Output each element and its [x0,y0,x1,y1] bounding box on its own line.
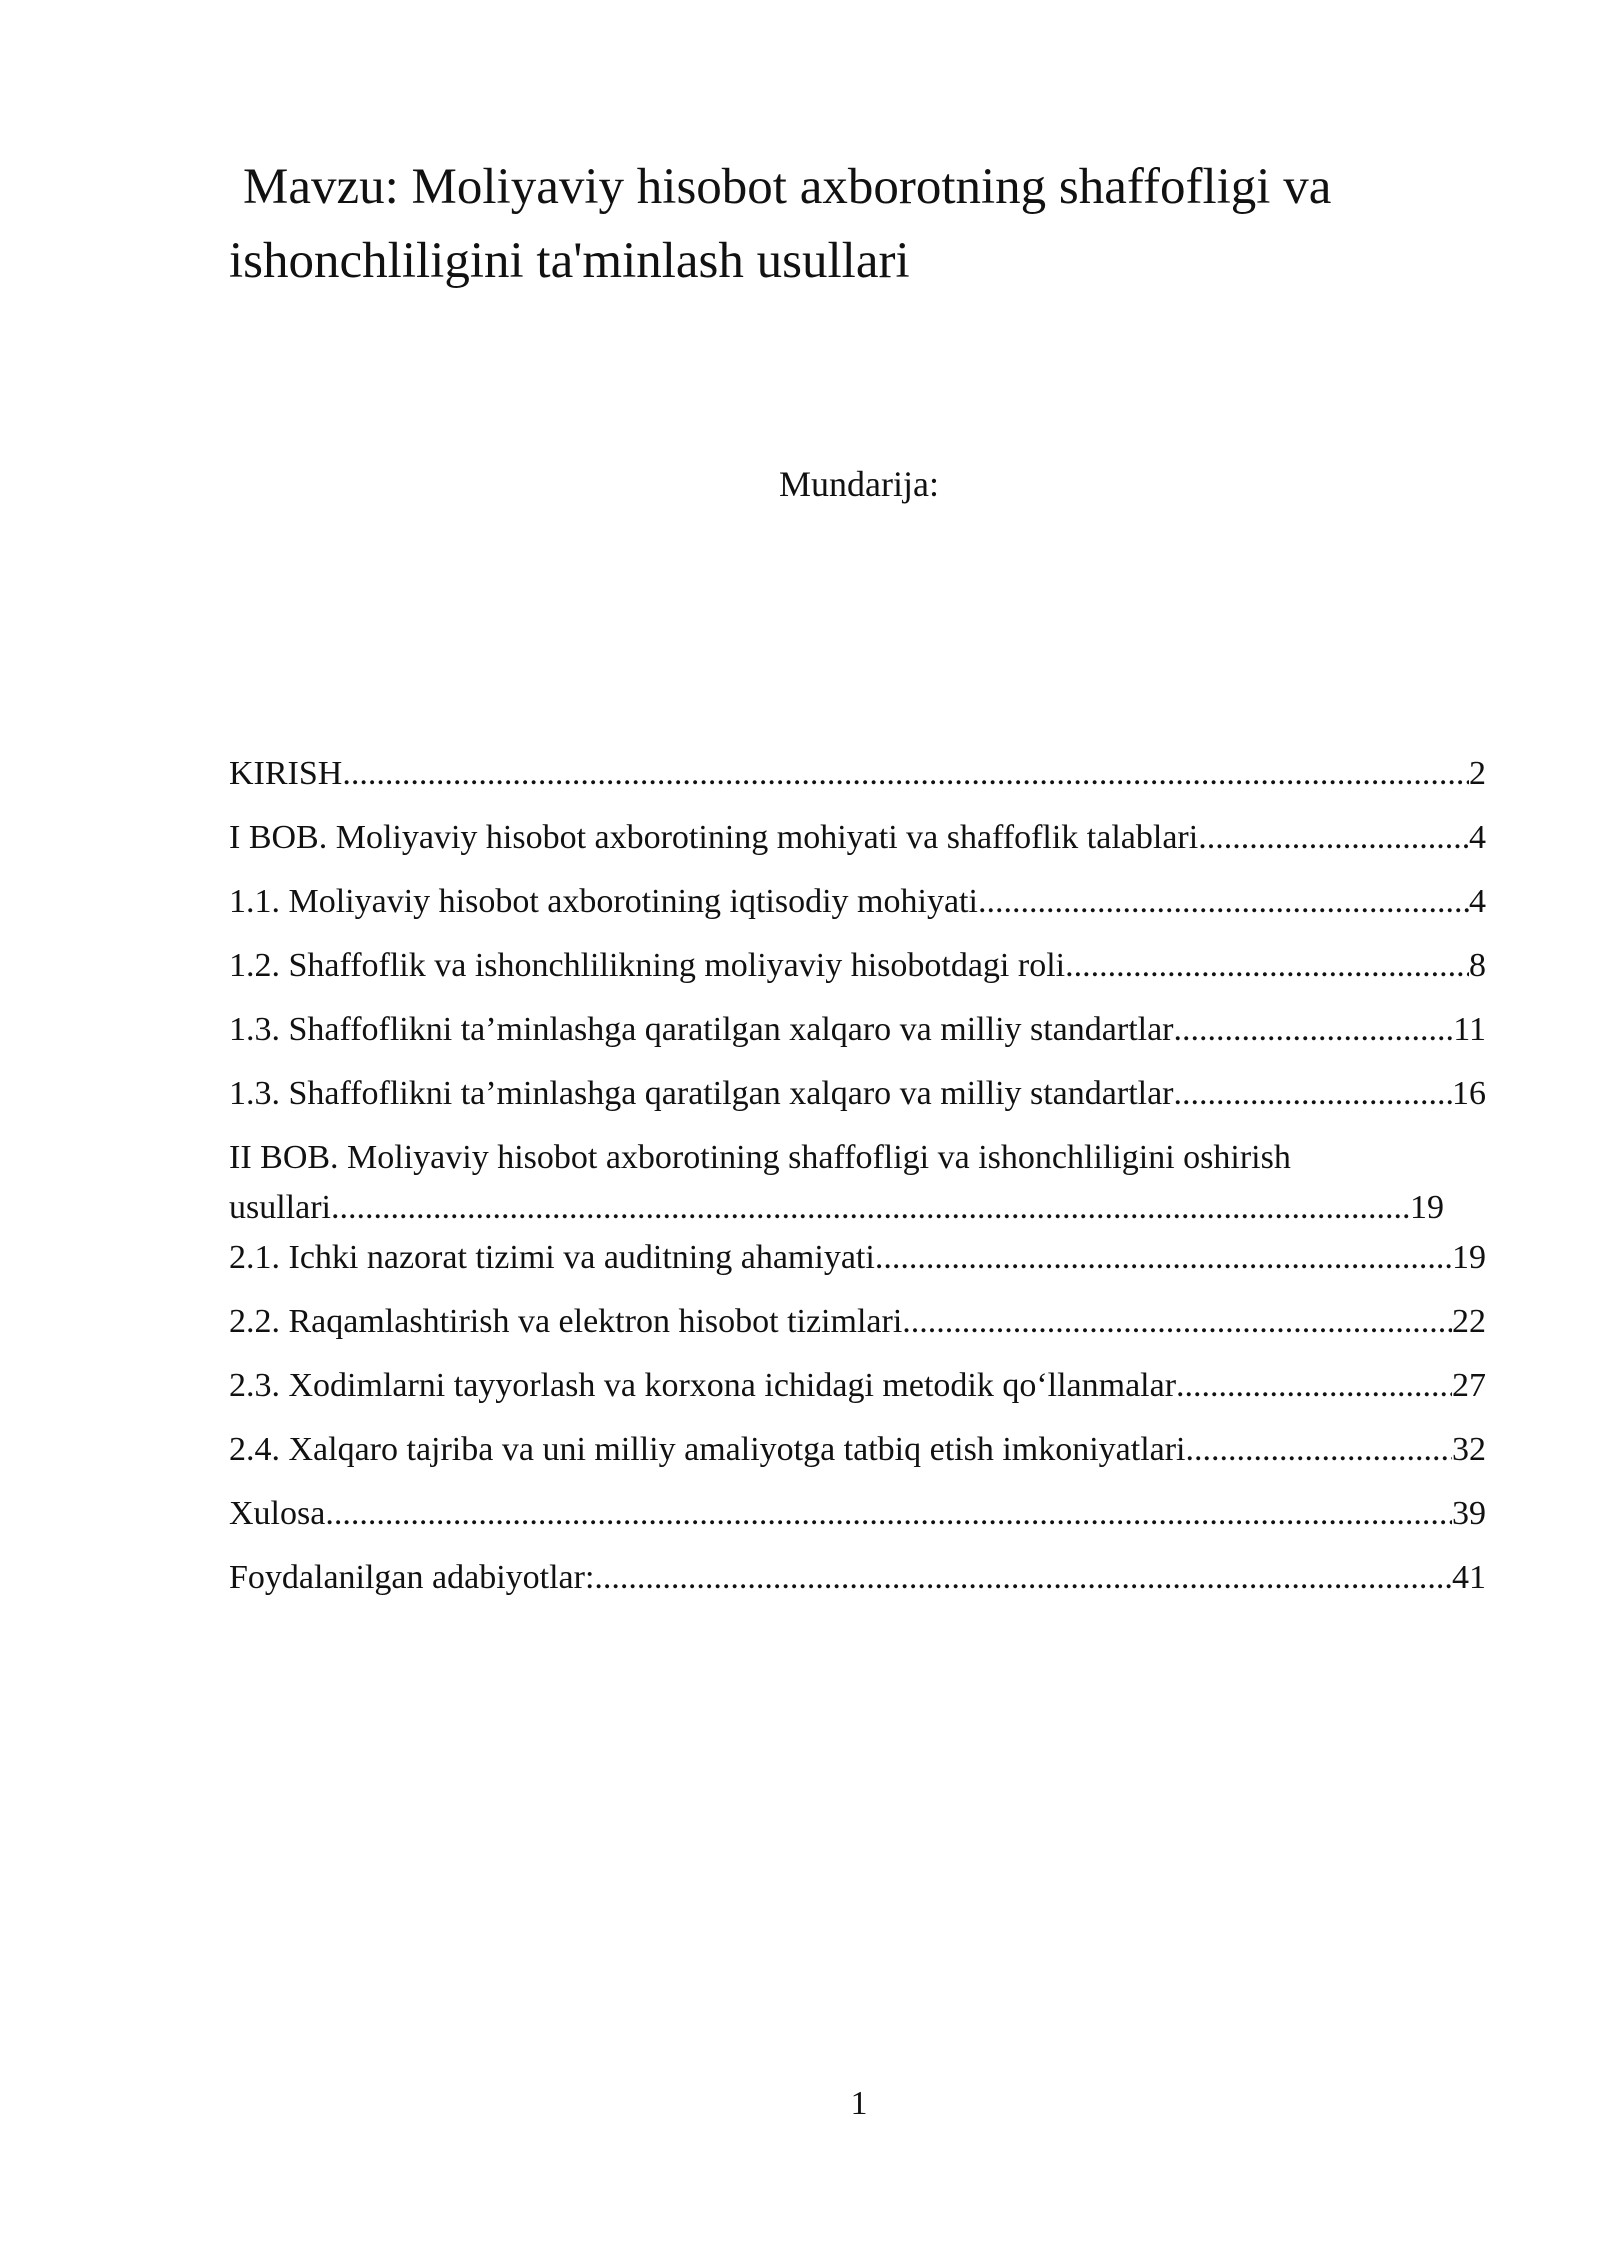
toc-entry-page: 32 [1452,1431,1486,1468]
toc-entry-2-1[interactable] [229,1236,1486,1300]
toc-entry-label: I BOB. Moliyaviy hisobot axborotining mohiyati va shaffoflik talablari [229,819,1199,856]
document-title-line-2: ishonchliligini ta'minlash usullari [229,233,910,289]
toc-entry-page: 8 [1469,947,1486,984]
toc-dot-leader [342,752,1469,796]
toc-entry-label: 1.1. Moliyaviy hisobot axborotining iqtisodiy mohiyati [229,883,978,920]
toc-entry-page: 19 [1452,1239,1486,1276]
toc-entry-label: 1.3. Shaffoflikni ta’minlashga qaratilgan xalqaro va milliy standartlar [229,1011,1174,1048]
toc-entry-page: 27 [1452,1367,1486,1404]
toc-dot-leader [594,1556,1452,1600]
toc-entry-1-3[interactable] [229,1008,1486,1072]
toc-entry-label: Xulosa [229,1495,326,1532]
toc-entry-label: 1.3. Shaffoflikni ta’minlashga qaratilgan xalqaro va milliy standartlar [229,1075,1174,1112]
toc-entry-label: II BOB. Moliyaviy hisobot axborotining shaffofligi va ishonchliligini oshirish [229,1139,1291,1176]
page-number: 1 [850,2085,868,2122]
toc-entry-page: 16 [1452,1075,1486,1112]
toc-entry-2-2[interactable] [229,1300,1486,1364]
toc-dot-leader [325,1492,1452,1536]
toc-entry-chapter-2[interactable] [229,1136,1486,1236]
toc-entry-label: 2.4. Xalqaro tajriba va uni milliy amaliyotga tatbiq etish imkoniyatlari [229,1431,1186,1468]
toc-dot-leader [1174,1008,1454,1052]
toc-entry-label-continuation: usullari [229,1189,331,1226]
toc-entry-1-2[interactable] [229,944,1486,1008]
toc-heading: Mundarija: [779,464,939,504]
table-of-contents [229,752,1486,1620]
toc-entry-1-1[interactable] [229,880,1486,944]
toc-entry-page: 4 [1469,883,1486,920]
toc-entry-label: 2.1. Ichki nazorat tizimi va auditning ahamiyati [229,1239,875,1276]
toc-dot-leader [1176,1364,1452,1408]
toc-entry-bibliography[interactable] [229,1556,1486,1620]
toc-entry-2-3[interactable] [229,1364,1486,1428]
toc-dot-leader [1174,1072,1453,1116]
toc-dot-leader [902,1300,1452,1344]
document-title [229,150,1429,298]
document-title-line-1: Mavzu: Moliyaviy hisobot axborotning shaffofligi va [243,159,1332,215]
toc-entry-label: 2.2. Raqamlashtirish va elektron hisobot tizimlari [229,1303,903,1340]
toc-entry-xulosa[interactable] [229,1492,1486,1556]
toc-entry-page: 39 [1452,1495,1486,1532]
toc-entry-label: Foydalanilgan adabiyotlar: [229,1559,595,1596]
toc-entry-kirish[interactable] [229,752,1486,816]
toc-dot-leader [875,1236,1452,1280]
toc-entry-2-4[interactable] [229,1428,1486,1492]
toc-entry-page: 2 [1469,755,1486,792]
toc-dot-leader [331,1186,1410,1230]
toc-dot-leader [1186,1428,1453,1472]
toc-dot-leader [1198,816,1469,860]
toc-entry-1-3-repeat[interactable] [229,1072,1486,1136]
toc-entry-chapter-1[interactable] [229,816,1486,880]
toc-entry-page: 22 [1452,1303,1486,1340]
toc-entry-page: 11 [1453,1011,1486,1048]
toc-entry-label: 2.3. Xodimlarni tayyorlash va korxona ichidagi metodik qo‘llanmalar [229,1367,1177,1404]
toc-entry-continuation [229,1186,1444,1230]
toc-dot-leader [978,880,1469,924]
toc-entry-page: 41 [1452,1559,1486,1596]
toc-entry-page: 4 [1469,819,1486,856]
toc-entry-page: 19 [1410,1189,1444,1226]
toc-entry-label: KIRISH [229,755,343,792]
toc-dot-leader [1065,944,1469,988]
toc-entry-label: 1.2. Shaffoflik va ishonchlilikning moliyaviy hisobotdagi roli [229,947,1066,984]
